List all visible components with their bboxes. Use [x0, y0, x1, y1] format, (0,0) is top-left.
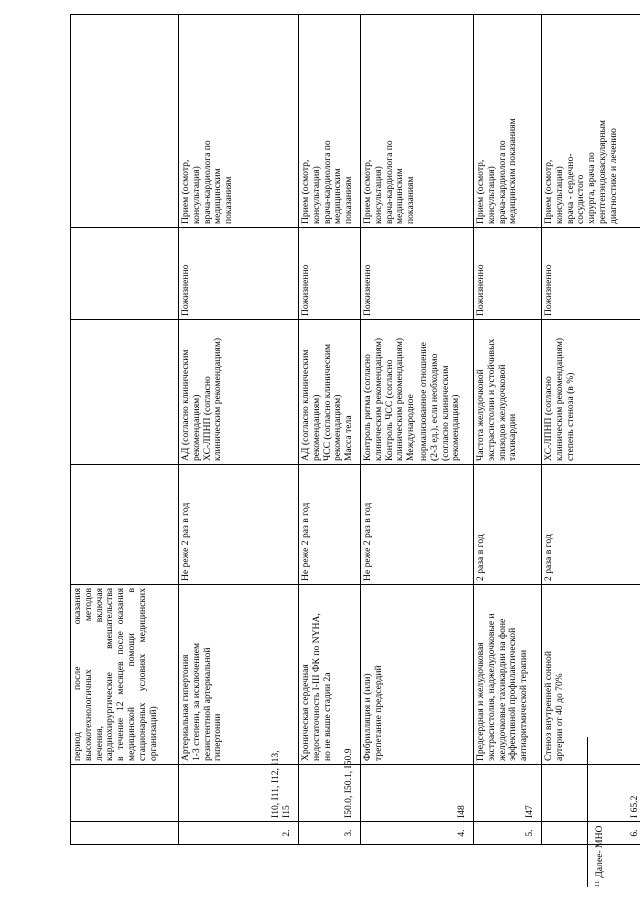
table-row: [299, 15, 361, 845]
icd-code-cell: [474, 765, 542, 822]
cell-line: рекомендациям): [450, 394, 462, 461]
cell-line: желудочковые тахикардии на фоне: [496, 618, 508, 761]
cell-line: клиническим рекомендациям): [394, 337, 406, 461]
cell-line: ХС-ЛПНП (согласно: [543, 376, 554, 461]
cell-line: клиническим рекомендациям): [372, 337, 384, 461]
row-number-cell: 6.: [542, 822, 640, 845]
cell-line: период после оказания: [72, 588, 83, 761]
cell-line: Прием (осмотр,: [362, 159, 373, 224]
cell-line: I 65.2: [629, 795, 640, 818]
cell-line: консультация): [553, 166, 565, 224]
dispensary-table: [70, 14, 640, 845]
cell-line: антиаритмической терапии: [518, 649, 530, 761]
header-duration-cell: [71, 228, 179, 320]
cell-line: Прием (осмотр,: [543, 159, 554, 224]
duration-cell: [179, 228, 299, 320]
footnote-marker: 11: [594, 880, 601, 887]
cell-line: Частота желудочковой: [475, 369, 486, 461]
cell-line: ХС-ЛПНП (согласно: [201, 376, 213, 461]
indicators-cell: [474, 320, 542, 465]
cell-line: в течение 12 месяцев после оказания: [115, 588, 127, 761]
icd-code-cell: [542, 765, 640, 822]
cell-line: экстрасистолия, наджелудочковые и: [485, 613, 497, 761]
interventions-cell: [299, 15, 361, 228]
cell-line: степень стеноза (в %): [564, 372, 576, 461]
condition-cell: [542, 585, 640, 765]
cell-line: Масса тела: [343, 415, 355, 461]
duration-cell: [474, 228, 542, 320]
cell-line: I50.0, I50.1, I50.9: [343, 748, 355, 818]
cell-line: I15: [281, 805, 293, 818]
cell-line: АД (согласно клиническим: [300, 349, 311, 461]
cell-line: клиническим рекомендациям): [553, 337, 565, 461]
condition-cell: [179, 585, 299, 765]
cell-line: I47: [524, 805, 536, 818]
cell-line: рекомендациям): [190, 394, 202, 461]
cell-line: рекомендациям): [332, 394, 344, 461]
cell-line: медицинским: [394, 168, 406, 224]
footnote-rule: [587, 737, 588, 887]
cell-line: консультация): [485, 166, 497, 224]
table-row: [179, 15, 299, 845]
icd-code-cell: [299, 748, 361, 822]
cell-line: диагностике и лечению: [607, 128, 619, 224]
cell-line: Предсердная и желудочковая: [475, 642, 486, 761]
table-row: [474, 15, 542, 845]
cell-line: клиническим рекомендациям): [212, 337, 224, 461]
interventions-cell: [474, 15, 542, 228]
cell-line: стационарных условиях медицинских: [136, 588, 148, 761]
cell-line: хирурга, врача по: [586, 152, 598, 224]
cell-line: Хроническая сердечная: [300, 664, 311, 761]
cell-line: эпизодов желудочковой: [496, 364, 508, 461]
cell-line: медицинским показаниям: [507, 118, 519, 224]
header-period-cell: [71, 585, 179, 765]
cell-line: Артериальная гипертония: [180, 654, 191, 761]
cell-line: Стеноз внутренней сонной: [543, 651, 554, 761]
frequency-cell: [542, 465, 640, 585]
table-row: [542, 15, 640, 845]
footnote-text: Далее- МНО: [594, 825, 605, 878]
cell-line: резистентной артериальной: [201, 647, 213, 761]
condition-cell: [299, 585, 361, 765]
cell-line: Фибрилляция и (или): [362, 673, 373, 761]
cell-line: но не выше стадии 2а: [321, 672, 333, 761]
cell-line: консультация): [372, 166, 384, 224]
table-header-row: [71, 15, 179, 845]
cell-line: 2 раза в год: [475, 534, 486, 581]
cell-line: Международное: [405, 394, 417, 461]
cell-line: лечения, включая: [93, 588, 105, 761]
cell-line: 1-3 степени, за исключением: [190, 642, 202, 761]
cell-line: гипертонии: [212, 713, 224, 761]
icd-code-cell: [361, 765, 474, 822]
cell-line: Пожизненно: [300, 264, 311, 316]
interventions-cell: [179, 15, 299, 228]
cell-line: I10, I11, I12, I13,: [270, 750, 282, 818]
cell-line: высокотехнологичных методов: [82, 588, 94, 761]
condition-cell: [474, 585, 542, 765]
cell-line: нормализованное отношение: [417, 342, 429, 461]
interventions-cell: [542, 15, 640, 228]
duration-cell: [299, 228, 361, 320]
cell-line: (согласно клиническим: [439, 365, 451, 461]
header-interventions-cell: [71, 15, 179, 228]
cell-line: экстрасистолии и устойчивых: [485, 338, 497, 461]
interventions-cell: [361, 15, 474, 228]
frequency-cell: [299, 465, 361, 585]
cell-line: Пожизненно: [475, 264, 486, 316]
cell-line: тахикардии: [507, 413, 519, 461]
cell-line: организаций): [147, 706, 159, 761]
indicators-cell: [179, 320, 299, 465]
duration-cell: [542, 228, 640, 320]
cell-line: медицинским: [212, 168, 224, 224]
row-number-cell: 4.: [361, 822, 474, 845]
header-code-cell: [71, 765, 179, 822]
footnote: [594, 826, 605, 887]
cell-line: врача-кардиолога по: [201, 140, 213, 224]
cell-line: эффективной профилактической: [507, 627, 519, 761]
cell-line: Не реже 2 раз в год: [300, 502, 311, 581]
cell-line: трепетание предсердий: [372, 665, 384, 761]
header-indicators-cell: [71, 320, 179, 465]
cell-line: ЧСС (согласно клиническим: [321, 343, 333, 461]
frequency-cell: [474, 465, 542, 585]
cell-line: рекомендациям): [310, 394, 322, 461]
cell-line: консультация): [190, 166, 202, 224]
cell-line: консультация): [310, 166, 322, 224]
cell-line: Пожизненно: [362, 264, 373, 316]
duration-cell: [361, 228, 474, 320]
cell-line: Прием (осмотр,: [475, 159, 486, 224]
header-frequency-cell: [71, 465, 179, 585]
frequency-cell: [361, 465, 474, 585]
cell-line: Не реже 2 раз в год: [362, 502, 373, 581]
row-number-cell: 3.: [299, 822, 361, 845]
cell-line: показаниям: [343, 176, 355, 224]
cell-line: 2 раза в год: [543, 534, 554, 581]
icd-code-cell: [179, 750, 299, 822]
cell-line: Контроль ЧСС (согласно: [383, 359, 395, 461]
cell-line: кардиохирургические вмешательства: [104, 588, 116, 761]
condition-cell: [361, 585, 474, 765]
cell-line: медицинским: [332, 168, 344, 224]
cell-line: АД (согласно клиническим: [180, 349, 191, 461]
cell-line: недостаточность I-III ФК по NYHA,: [310, 613, 322, 761]
cell-line: Пожизненно: [180, 264, 191, 316]
cell-line: сосудистого: [575, 174, 587, 224]
cell-line: Пожизненно: [543, 264, 554, 316]
table-row: [361, 15, 474, 845]
cell-line: артерии от 40 до 70%: [553, 673, 565, 761]
indicators-cell: [361, 320, 474, 465]
cell-line: врача-кардиолога по: [496, 140, 508, 224]
indicators-cell: [542, 320, 640, 465]
cell-line: Прием (осмотр,: [180, 159, 191, 224]
cell-line: врача-кардиолога по: [321, 140, 333, 224]
cell-line: рентгенэндоваскулярным: [596, 120, 608, 224]
cell-line: показаниям: [405, 176, 417, 224]
cell-line: показаниям: [223, 176, 235, 224]
cell-line: врача-кардиолога по: [383, 140, 395, 224]
header-num-cell: [71, 822, 179, 845]
row-number-cell: 5.: [474, 822, 542, 845]
cell-line: врача - сердечно-: [564, 153, 576, 224]
cell-line: медицинской помощи в: [125, 588, 137, 761]
cell-line: (2-3 ед.), если необходимо: [428, 353, 440, 461]
row-number-cell: 2.: [179, 822, 299, 845]
frequency-cell: [179, 465, 299, 585]
cell-line: Прием (осмотр,: [300, 159, 311, 224]
cell-line: Не реже 2 раз в год: [180, 502, 191, 581]
indicators-cell: [299, 320, 361, 465]
cell-line: Контроль ритма (согласно: [362, 354, 373, 461]
cell-line: I48: [456, 805, 468, 818]
